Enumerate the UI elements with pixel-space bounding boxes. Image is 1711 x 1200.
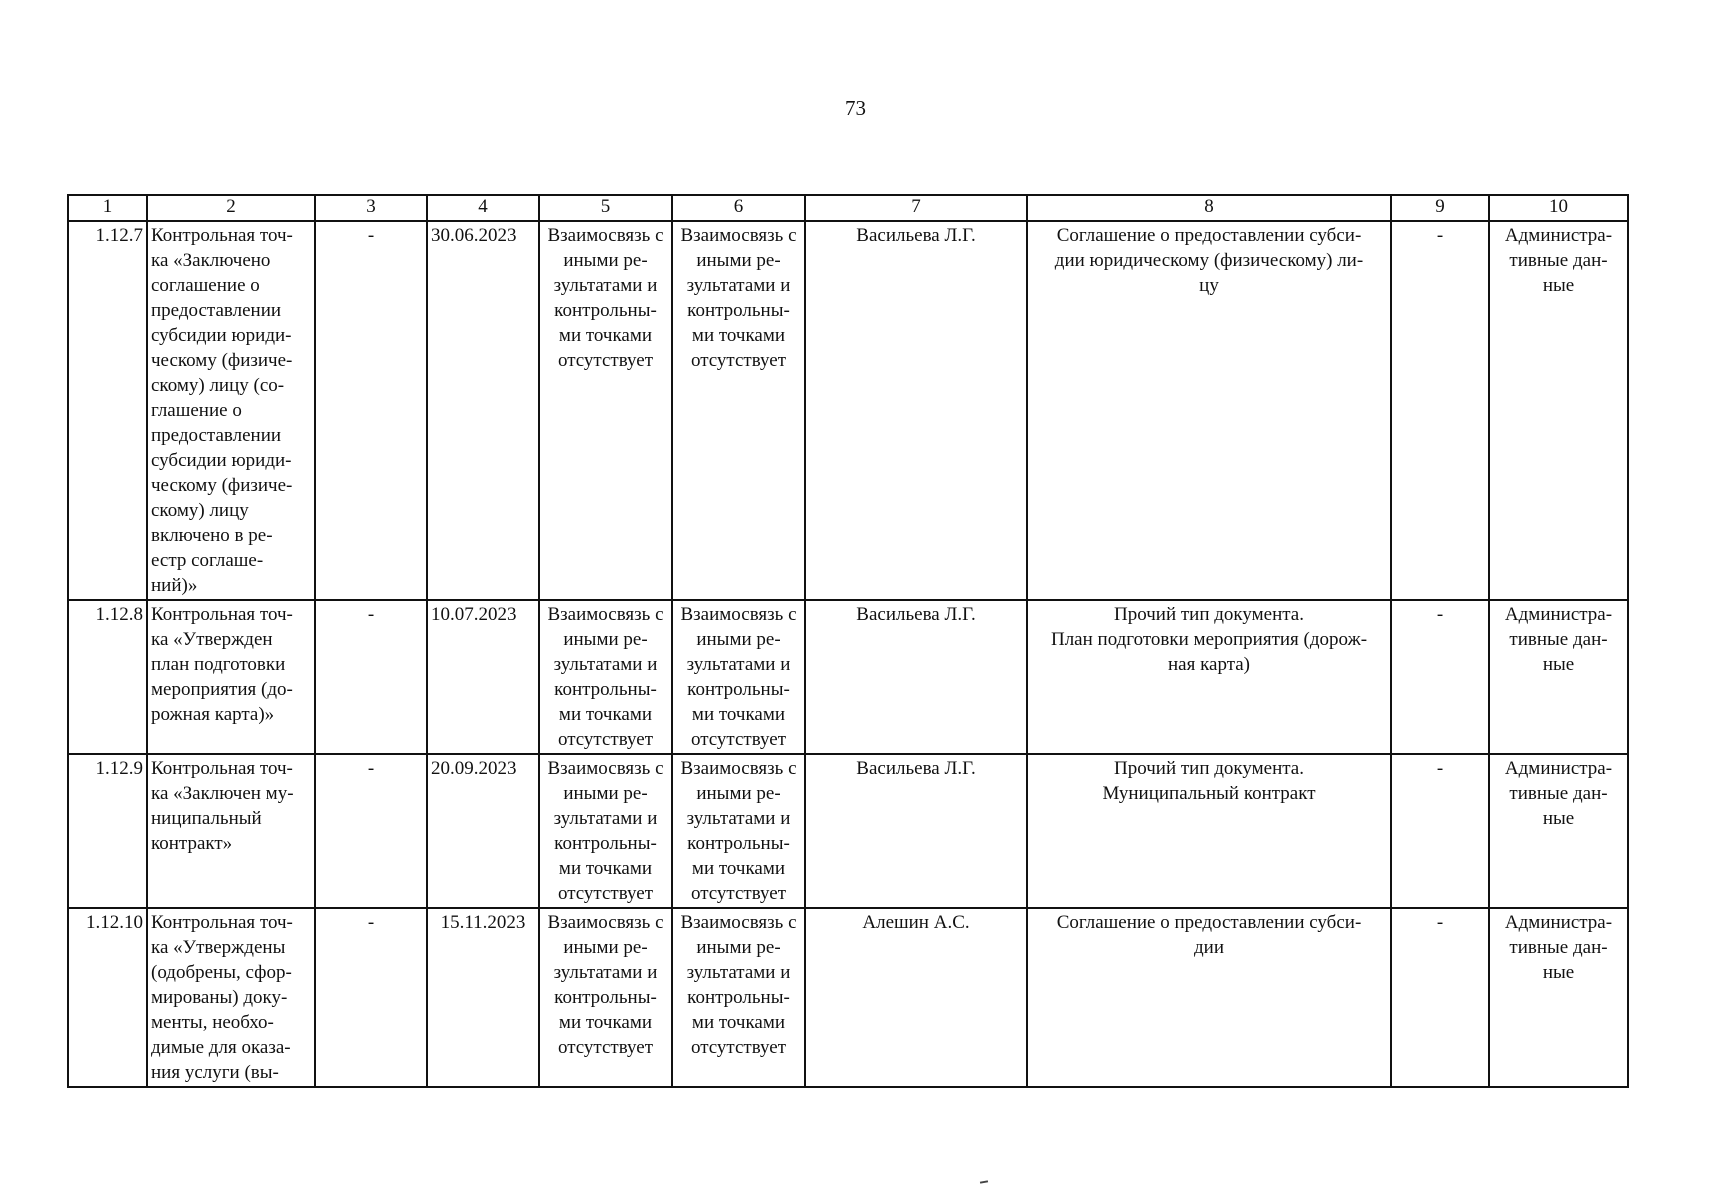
row-relation-col5: Взаимосвязь с иными ре- зультатами и контрольны- ми точками отсутствует [539,908,672,1087]
row-col3: - [315,754,427,908]
control-points-table [67,194,1629,1088]
row-id: 1.12.10 [68,908,147,1087]
row-document: Соглашение о предоставлении субси- дии юридическому (физическому) ли- цу [1027,221,1391,600]
row-document: Прочий тип документа. План подготовки мероприятия (дорож- ная карта) [1027,600,1391,754]
row-description: Контрольная точ- ка «Утвержден план подготовки мероприятия (до- рожная карта)» [147,600,315,754]
header-col-10: 10 [1489,195,1628,221]
header-col-5: 5 [539,195,672,221]
table-row [68,600,1628,754]
table-row [68,221,1628,600]
row-relation-col5: Взаимосвязь с иными ре- зультатами и контрольны- ми точками отсутствует [539,221,672,600]
row-source: Администра- тивные дан- ные [1489,600,1628,754]
row-relation-col6: Взаимосвязь с иными ре- зультатами и контрольны- ми точками отсутствует [672,908,805,1087]
header-col-3: 3 [315,195,427,221]
row-relation-col5: Взаимосвязь с иными ре- зультатами и контрольны- ми точками отсутствует [539,600,672,754]
row-col9: - [1391,754,1489,908]
row-col9: - [1391,908,1489,1087]
header-col-2: 2 [147,195,315,221]
row-relation-col5: Взаимосвязь с иными ре- зультатами и контрольны- ми точками отсутствует [539,754,672,908]
table-row [68,754,1628,908]
row-date: 30.06.2023 [427,221,539,600]
header-col-6: 6 [672,195,805,221]
page-number: 73 [845,96,866,120]
row-id: 1.12.7 [68,221,147,600]
row-id: 1.12.9 [68,754,147,908]
row-relation-col6: Взаимосвязь с иными ре- зультатами и контрольны- ми точками отсутствует [672,600,805,754]
row-document: Прочий тип документа. Муниципальный контракт [1027,754,1391,908]
row-relation-col6: Взаимосвязь с иными ре- зультатами и контрольны- ми точками отсутствует [672,221,805,600]
row-responsible: Васильева Л.Г. [805,221,1027,600]
row-id: 1.12.8 [68,600,147,754]
row-col3: - [315,908,427,1087]
scan-speck [980,1180,988,1183]
header-col-1: 1 [68,195,147,221]
row-col3: - [315,221,427,600]
header-col-7: 7 [805,195,1027,221]
header-col-4: 4 [427,195,539,221]
row-col3: - [315,600,427,754]
row-col9: - [1391,600,1489,754]
row-relation-col6: Взаимосвязь с иными ре- зультатами и контрольны- ми точками отсутствует [672,754,805,908]
row-description: Контрольная точ- ка «Заключен му- ниципальный контракт» [147,754,315,908]
row-date: 10.07.2023 [427,600,539,754]
row-source: Администра- тивные дан- ные [1489,221,1628,600]
row-responsible: Алешин А.С. [805,908,1027,1087]
row-description: Контрольная точ- ка «Заключено соглашение о предоставлении субсидии юриди- ческому (физиче- скому) лицу (со- глашение о предоставлении субсидии юриди- ческому (физиче- скому) лицу включено в ре- естр соглаше- ний)» [147,221,315,600]
row-col9: - [1391,221,1489,600]
table-header-row [68,195,1628,221]
row-date: 20.09.2023 [427,754,539,908]
header-col-8: 8 [1027,195,1391,221]
row-description: Контрольная точ- ка «Утверждены (одобрены, сфор- мированы) доку- менты, необхо- димые для оказа- ния услуги (вы- [147,908,315,1087]
row-date: 15.11.2023 [427,908,539,1087]
row-source: Администра- тивные дан- ные [1489,754,1628,908]
header-col-9: 9 [1391,195,1489,221]
table-row [68,908,1628,1087]
row-document: Соглашение о предоставлении субси- дии [1027,908,1391,1087]
row-responsible: Васильева Л.Г. [805,754,1027,908]
row-responsible: Васильева Л.Г. [805,600,1027,754]
row-source: Администра- тивные дан- ные [1489,908,1628,1087]
